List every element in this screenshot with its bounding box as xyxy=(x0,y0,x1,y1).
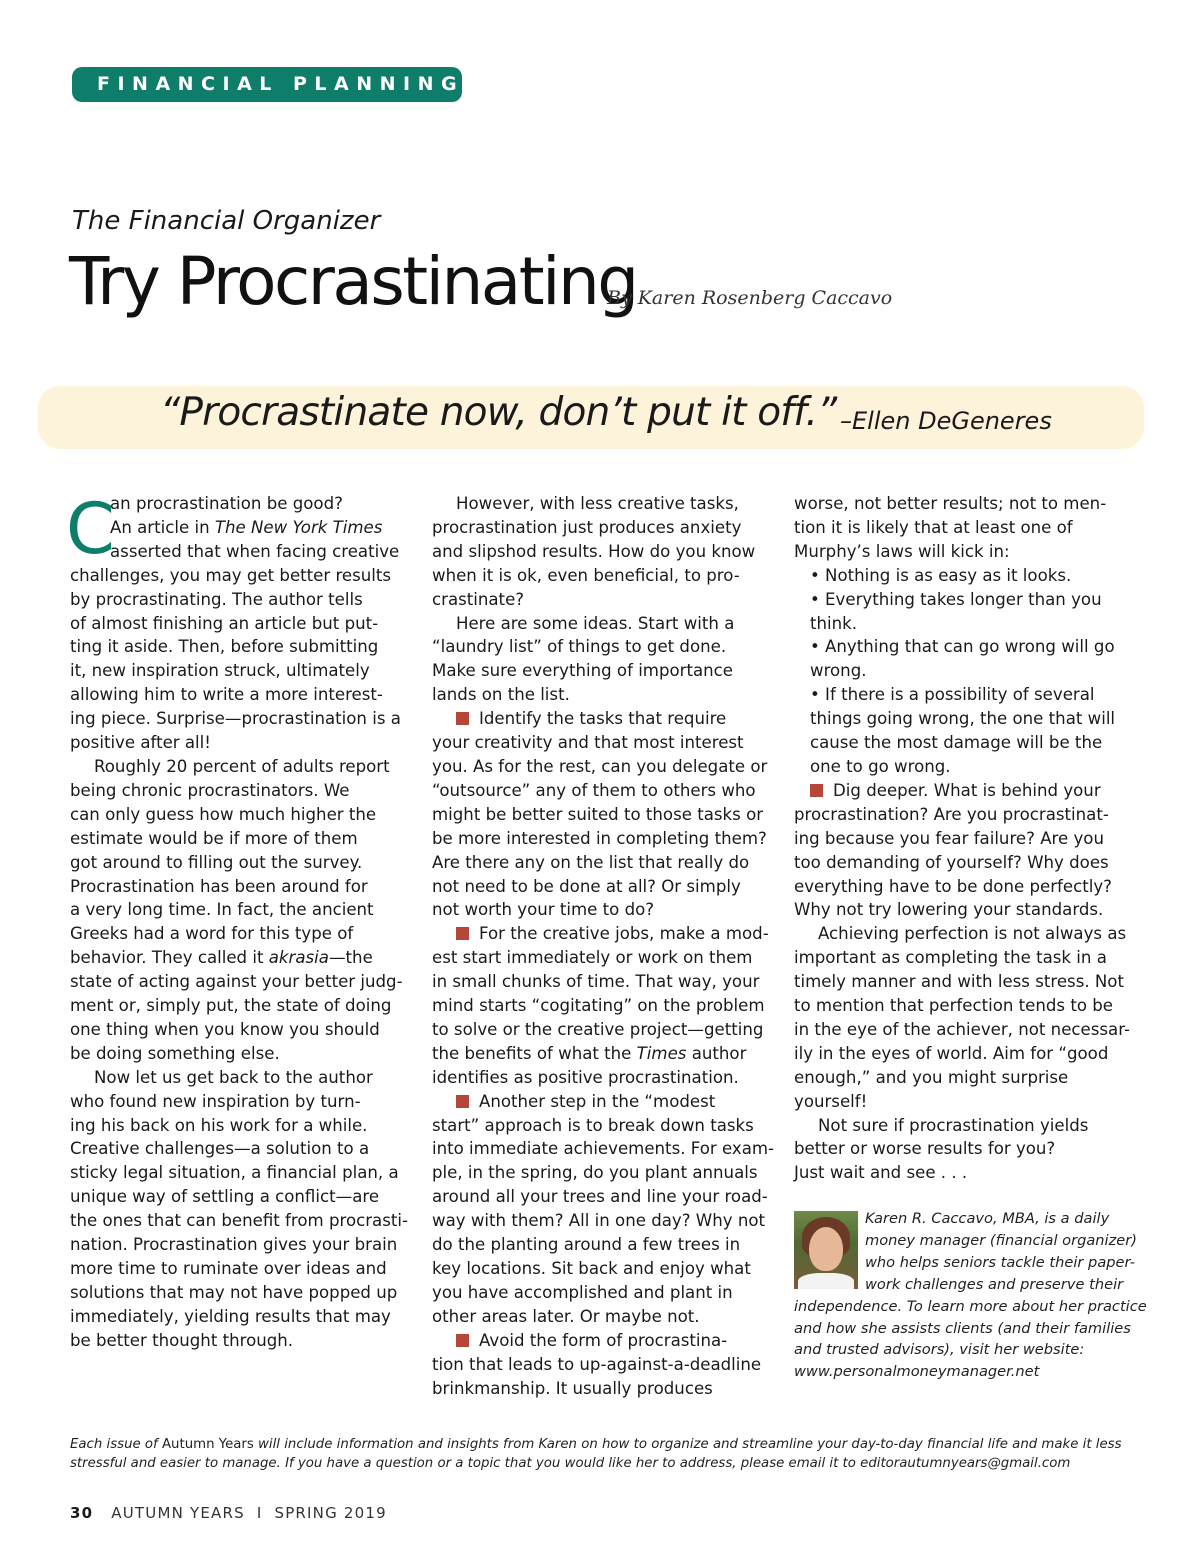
text-run: Avoid the form of procrastina- xyxy=(479,1330,728,1350)
publication-name: The New York Times xyxy=(214,517,383,537)
bio-line: work challenges and preserve their xyxy=(865,1275,1124,1293)
article-line: Are there any on the list that really do xyxy=(432,852,750,872)
column-kicker: The Financial Organizer xyxy=(72,206,381,236)
author-website-link[interactable]: www.personalmoneymanager.net xyxy=(794,1363,1040,1381)
article-line: Why not try lowering your standards. xyxy=(794,900,1104,920)
article-line: Roughly 20 percent of adults report xyxy=(94,756,390,776)
article-line: ting it aside. Then, before submitting xyxy=(70,637,379,657)
article-line: solutions that may not have popped up xyxy=(70,1282,398,1302)
article-line xyxy=(794,779,1139,803)
article-line: Procrastination has been around for xyxy=(70,876,368,896)
publication-title: AUTUMN YEARS xyxy=(111,1504,245,1522)
article-line: tion that leads to up-against-a-deadline xyxy=(432,1354,762,1374)
murphy-law-item: • Anything that can go wrong will go xyxy=(810,637,1115,657)
bullet-square-icon xyxy=(456,1334,469,1347)
series-note xyxy=(70,1436,1140,1474)
murphy-law-item: • Everything takes longer than you xyxy=(810,589,1102,609)
article-line: when it is ok, even beneficial, to pro- xyxy=(432,565,740,585)
article-line: got around to filling out the survey. xyxy=(70,852,363,872)
article-line: to mention that perfection tends to be xyxy=(794,996,1114,1016)
article-line: better or worse results for you? xyxy=(794,1139,1056,1159)
article-line: Just wait and see . . . xyxy=(794,1163,968,1183)
bio-line: and trusted advisors), visit her website: xyxy=(794,1341,1085,1359)
article-line: you have accomplished and plant in xyxy=(432,1282,733,1302)
article-line: timely manner and with less stress. Not xyxy=(794,972,1124,992)
author-bio xyxy=(794,1208,1147,1383)
article-line: crastinate? xyxy=(432,589,525,609)
article-line: be more interested in completing them? xyxy=(432,828,767,848)
series-note-line: stressful and easier to manage. If you have a question or a topic that you would like her to address, please email it to editorautumnyears@gmail.com xyxy=(70,1455,1071,1471)
issue-label: SPRING 2019 xyxy=(274,1504,387,1522)
term-akrasia: akrasia xyxy=(268,948,329,968)
bio-line: money manager (financial organizer) xyxy=(865,1231,1137,1249)
bio-line: Karen R. Caccavo, MBA, is a daily xyxy=(865,1210,1110,1227)
article-line: into immediate achievements. For exam- xyxy=(432,1139,775,1159)
drop-cap: C xyxy=(66,488,115,570)
folio-separator: I xyxy=(256,1504,263,1522)
article-line: your creativity and that most interest xyxy=(432,733,744,753)
article-line: allowing him to write a more interest- xyxy=(70,685,383,705)
article-line: other areas later. Or maybe not. xyxy=(432,1306,700,1326)
article-line: to solve or the creative project—getting xyxy=(432,1019,764,1039)
article-line: might be better suited to those tasks or xyxy=(432,804,764,824)
bio-line: who helps seniors tackle their paper- xyxy=(865,1253,1135,1271)
article-line: Creative challenges—a solution to a xyxy=(70,1139,370,1159)
article-line xyxy=(432,922,772,946)
article-line: be doing something else. xyxy=(70,1043,280,1063)
article-line: way with them? All in one day? Why not xyxy=(432,1211,765,1231)
article-line xyxy=(432,1090,772,1114)
page-folio xyxy=(70,1504,387,1522)
text-run: An article in xyxy=(110,517,215,537)
article-line: procrastination just produces anxiety xyxy=(432,517,742,537)
article-line: in small chunks of time. That way, your xyxy=(432,972,760,992)
article-line: Achieving perfection is not always as xyxy=(818,924,1127,944)
article-line: key locations. Sit back and enjoy what xyxy=(432,1259,751,1278)
article-line: ily in the eyes of world. Aim for “good xyxy=(794,1043,1109,1063)
murphy-law-item: • Nothing is as easy as it looks. xyxy=(810,565,1072,585)
article-line: who found new inspiration by turn- xyxy=(70,1091,361,1111)
bio-line: independence. To learn more about her practice xyxy=(794,1297,1147,1315)
page-number: 30 xyxy=(70,1504,94,1522)
article-line: “outsource” any of them to others who xyxy=(432,780,756,800)
article-line xyxy=(70,946,410,970)
text-run: Identify the tasks that require xyxy=(479,709,727,729)
article-line: more time to ruminate over ideas and xyxy=(70,1259,387,1278)
article-line: around all your trees and line your road- xyxy=(432,1187,768,1207)
article-line: an procrastination be good? xyxy=(110,494,343,513)
article-line: not worth your time to do? xyxy=(432,900,655,920)
text-run: will include information and insights from Karen on how to organize and streamline your day-to-day financial life and make it less xyxy=(253,1437,1122,1452)
section-tab: FINANCIAL PLANNING xyxy=(72,67,462,102)
bullet-square-icon xyxy=(456,927,469,940)
article-line: est start immediately or work on them xyxy=(432,948,753,968)
text-run: author xyxy=(686,1043,747,1063)
article-line: things going wrong, the one that will xyxy=(810,709,1116,729)
article-line: do the planting around a few trees in xyxy=(432,1235,741,1255)
series-note-line xyxy=(70,1436,1140,1455)
article-line: start” approach is to break down tasks xyxy=(432,1115,754,1135)
article-line: wrong. xyxy=(810,661,867,681)
text-run: Another step in the “modest xyxy=(479,1091,716,1111)
publication-name: Autumn Years xyxy=(161,1437,254,1452)
article-line: challenges, you may get better results xyxy=(70,565,392,585)
article-line: one to go wrong. xyxy=(810,756,951,776)
text-run: Each issue of xyxy=(70,1437,162,1452)
article-line: important as completing the task in a xyxy=(794,948,1107,968)
article-line: Greeks had a word for this type of xyxy=(70,924,354,944)
article-line: positive after all! xyxy=(70,733,211,753)
article-line: think. xyxy=(810,613,858,633)
article-line: one thing when you know you should xyxy=(70,1019,380,1039)
article-line: ing his back on his work for a while. xyxy=(70,1115,368,1135)
article-line: estimate would be if more of them xyxy=(70,828,358,848)
article-line: However, with less creative tasks, xyxy=(456,494,739,513)
article-line: not need to be done at all? Or simply xyxy=(432,876,741,896)
article-line: “laundry list” of things to get done. xyxy=(432,637,727,657)
article-line: ment or, simply put, the state of doing xyxy=(70,996,392,1016)
article-line: Murphy’s laws will kick in: xyxy=(794,541,1010,561)
article-line: ing piece. Surprise—procrastination is a xyxy=(70,709,401,729)
article-line: sticky legal situation, a financial plan, a xyxy=(70,1163,399,1183)
article-line: Not sure if procrastination yields xyxy=(818,1115,1089,1135)
article-column-2 xyxy=(432,492,775,1400)
article-line: cause the most damage will be the xyxy=(810,733,1103,753)
article-column-3 xyxy=(794,492,1139,1185)
publication-name: Times xyxy=(636,1043,687,1063)
article-line: everything have to be done perfectly? xyxy=(794,876,1112,896)
article-line: and slipshod results. How do you know xyxy=(432,541,756,561)
article-line: in the eye of the achiever, not necessar- xyxy=(794,1019,1130,1039)
article-line: a very long time. In fact, the ancient xyxy=(70,900,374,920)
article-line: being chronic procrastinators. We xyxy=(70,780,350,800)
murphy-law-item: • If there is a possibility of several xyxy=(810,685,1095,705)
article-line: asserted that when facing creative xyxy=(110,541,400,561)
bio-line: and how she assists clients (and their families xyxy=(794,1319,1131,1337)
article-line: immediately, yielding results that may xyxy=(70,1306,391,1326)
article-line: mind starts “cogitating” on the problem xyxy=(432,996,765,1016)
article-line: too demanding of yourself? Why does xyxy=(794,852,1109,872)
article-column-1 xyxy=(70,492,410,1353)
article-line: nation. Procrastination gives your brain xyxy=(70,1235,398,1255)
article-line: yourself! xyxy=(794,1091,868,1111)
text-run: Dig deeper. What is behind your xyxy=(833,780,1101,800)
article-line: Make sure everything of importance xyxy=(432,661,734,681)
pull-quote-text: “Procrastinate now, don’t put it off.” xyxy=(160,390,837,435)
article-line: enough,” and you might surprise xyxy=(794,1067,1069,1087)
text-run: For the creative jobs, make a mod- xyxy=(479,924,769,944)
article-line: Here are some ideas. Start with a xyxy=(456,613,735,633)
article-line: unique way of settling a conflict—are xyxy=(70,1187,380,1207)
article-line: by procrastinating. The author tells xyxy=(70,589,363,609)
article-line: it, new inspiration struck, ultimately xyxy=(70,661,370,681)
text-run: —the xyxy=(328,948,373,968)
article-line: identifies as positive procrastination. xyxy=(432,1067,739,1087)
pull-quote-attribution: –Ellen DeGeneres xyxy=(840,407,1052,435)
bullet-square-icon xyxy=(810,784,823,797)
bullet-square-icon xyxy=(456,1095,469,1108)
article-line: you. As for the rest, can you delegate or xyxy=(432,756,768,776)
article-line: ing because you fear failure? Are you xyxy=(794,828,1104,848)
article-line: lands on the list. xyxy=(432,685,570,705)
article-line: procrastination? Are you procrastinat- xyxy=(794,804,1109,824)
article-headline: Try Procrastinating xyxy=(69,243,637,320)
article-line: state of acting against your better judg- xyxy=(70,972,403,992)
article-line: Now let us get back to the author xyxy=(94,1067,373,1087)
article-line: of almost finishing an article but put- xyxy=(70,613,379,633)
article-line: brinkmanship. It usually produces xyxy=(432,1378,713,1398)
article-line xyxy=(432,1042,772,1066)
article-line xyxy=(70,516,410,540)
text-run: behavior. They called it xyxy=(70,948,269,968)
article-line: can only guess how much higher the xyxy=(70,804,377,824)
article-line: tion it is likely that at least one of xyxy=(794,517,1073,537)
byline: By Karen Rosenberg Caccavo xyxy=(607,287,893,309)
text-run: the benefits of what the xyxy=(432,1043,637,1063)
bullet-square-icon xyxy=(456,712,469,725)
article-line: ple, in the spring, do you plant annuals xyxy=(432,1163,758,1183)
article-line: be better thought through. xyxy=(70,1330,294,1350)
article-line: the ones that can benefit from procrasti- xyxy=(70,1211,408,1231)
article-line xyxy=(432,1329,772,1353)
article-line xyxy=(432,707,772,731)
article-line: worse, not better results; not to men- xyxy=(794,494,1107,513)
